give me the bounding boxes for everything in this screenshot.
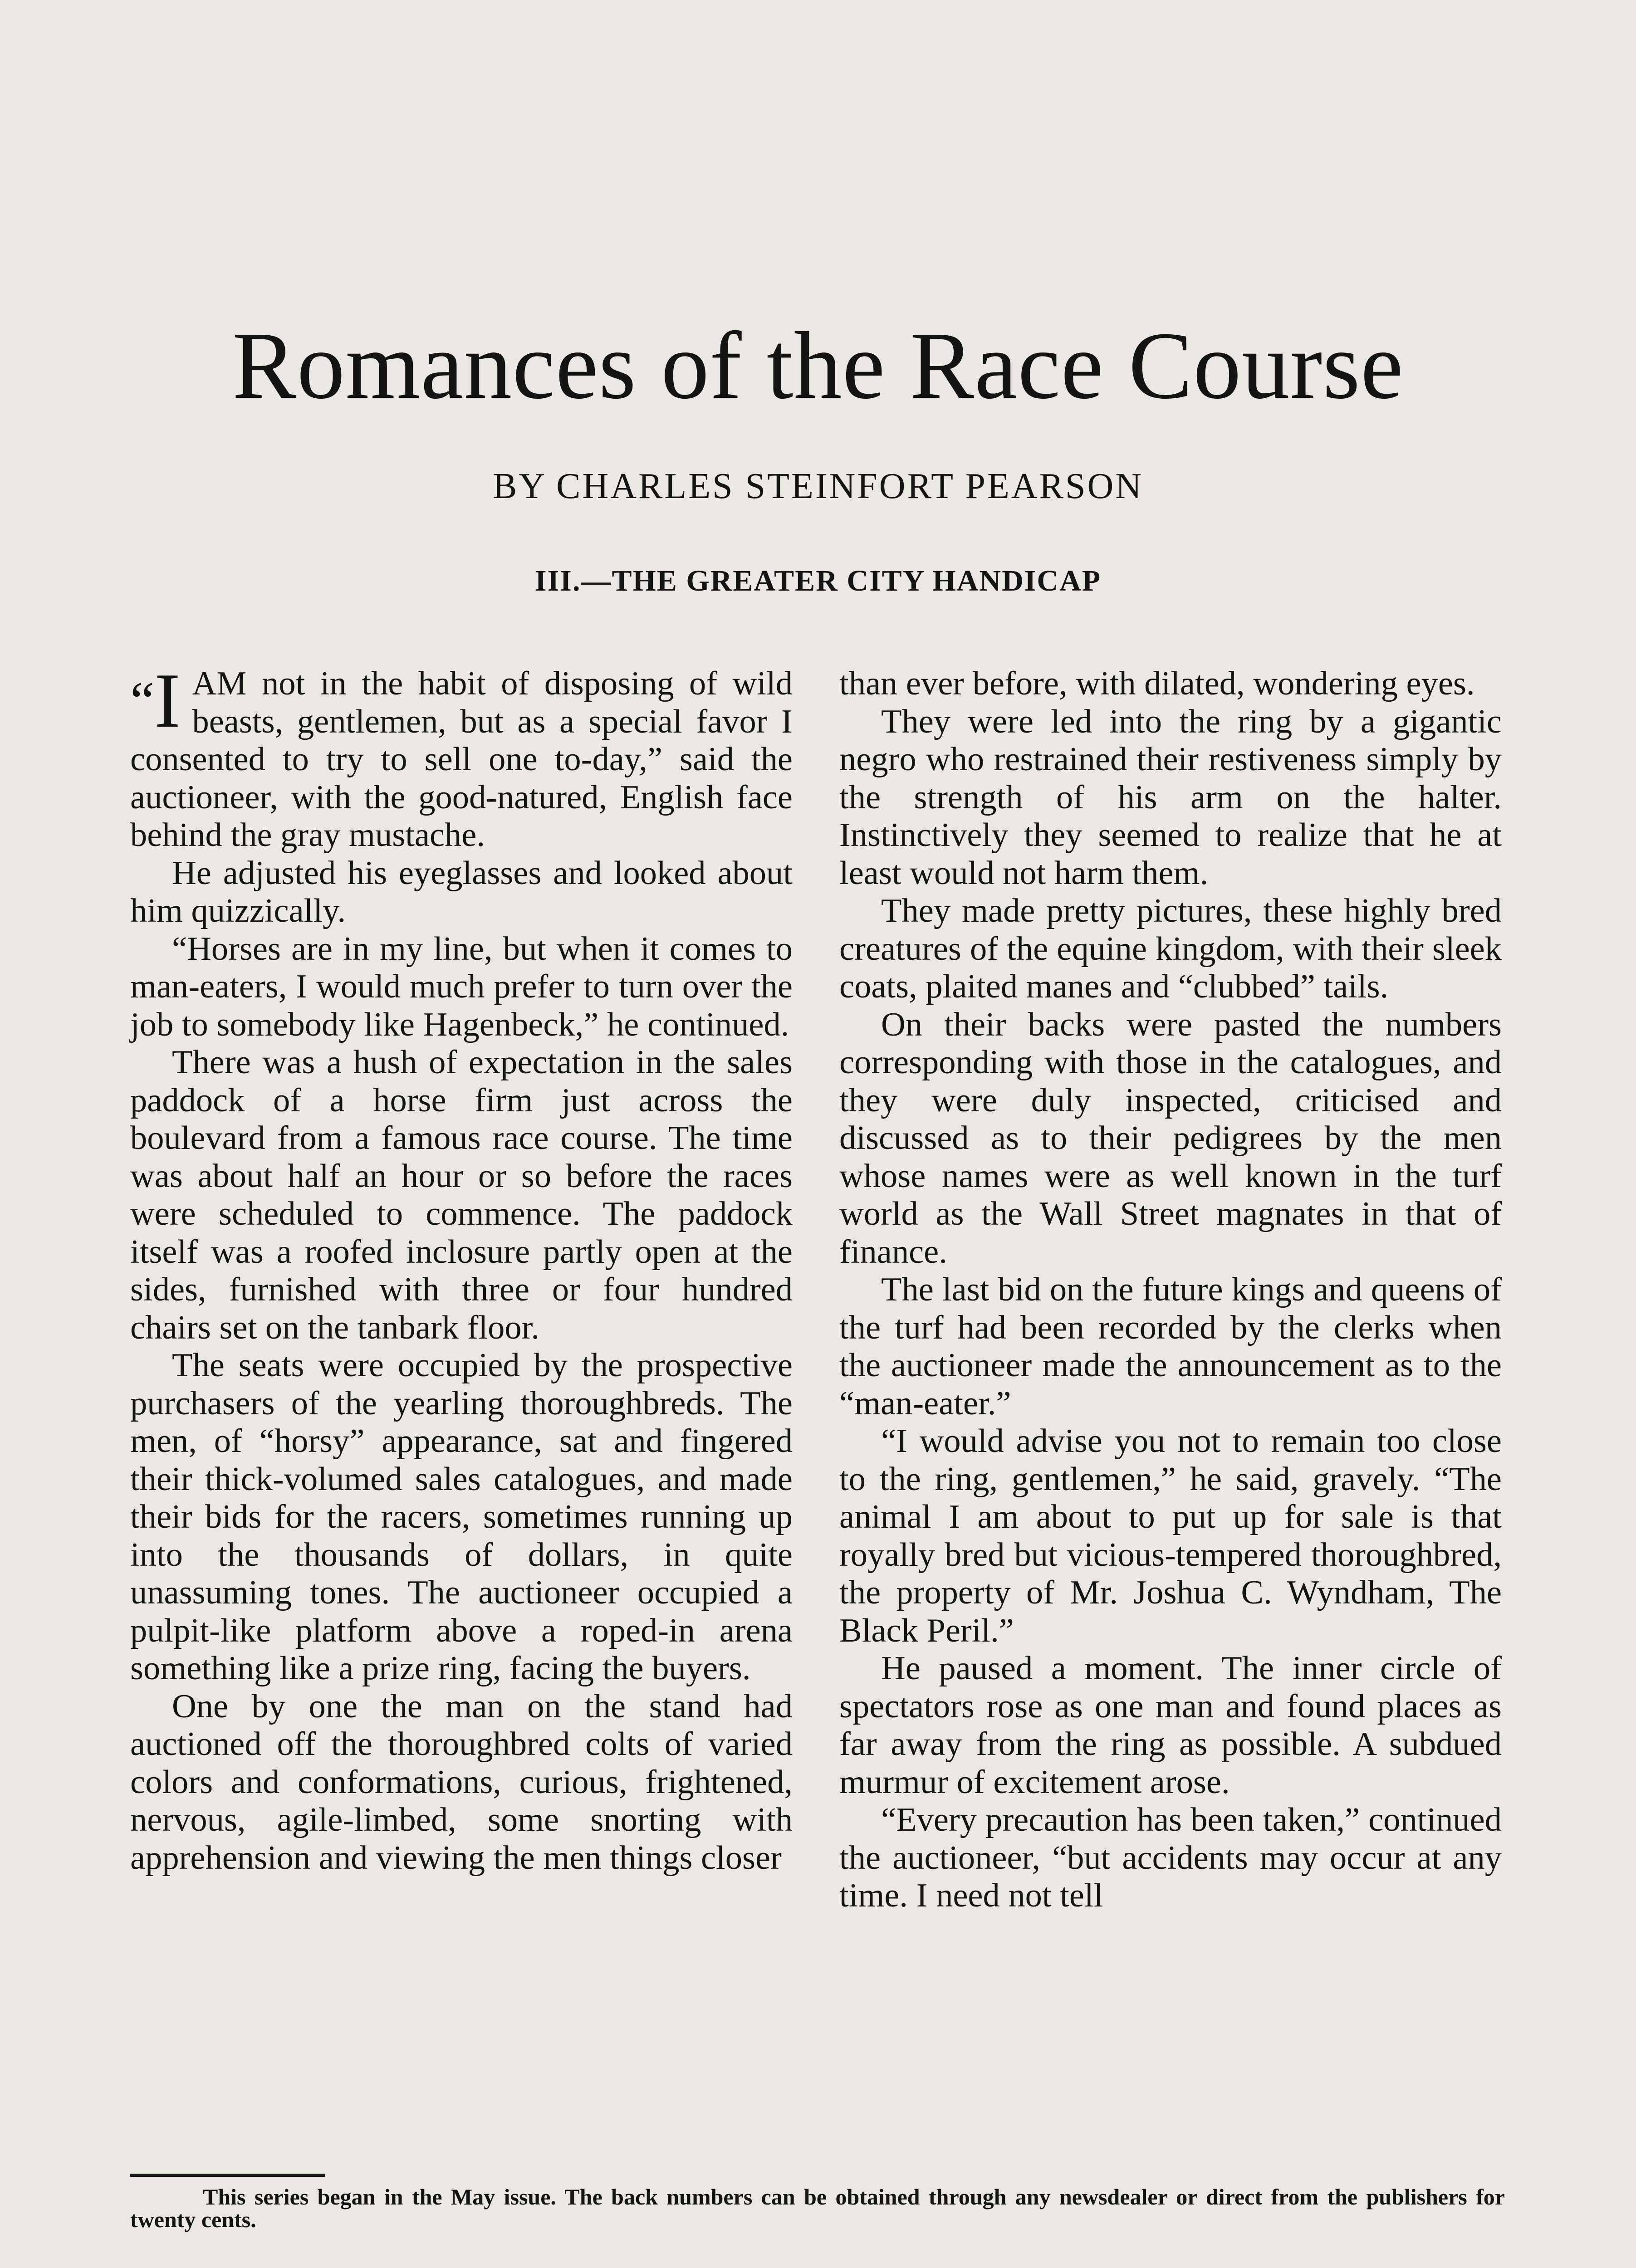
article-title: Romances of the Race Course bbox=[232, 312, 1404, 419]
paragraph: On their backs were pasted the numbers corresponding with those in the catalogues, and they were duly inspected, criticised and discussed as to their pedigrees by the men whose names were as well known in the turf world as the Wall Street magnates in that of finance. bbox=[839, 1006, 1502, 1271]
drop-cap-letter: I bbox=[154, 658, 181, 744]
paragraph: He adjusted his eyeglasses and looked about him quizzically. bbox=[130, 854, 793, 929]
chapter-subheading: III.—THE GREATER CITY HANDICAP bbox=[534, 564, 1102, 597]
paragraph: One by one the man on the stand had auctioned off the thoroughbred colts of varied colors and conformations, curious, frightened, nervous, agile-limbed, some snorting with apprehension and viewing the men things closer bbox=[130, 1687, 793, 1877]
footnote: This series began in the May issue. The back numbers can be obtained through any newsdealer or direct from the publishers for twenty cents. bbox=[130, 2184, 1505, 2232]
paragraph: The last bid on the future kings and queens of the turf had been recorded by the clerks when the auctioneer made the announcement as to the “man-eater.” bbox=[839, 1271, 1502, 1422]
continued-paragraph: than ever before, with dilated, wondering eyes. bbox=[839, 665, 1475, 702]
left-column bbox=[130, 658, 793, 1877]
article-byline: BY CHARLES STEINFORT PEARSON bbox=[492, 466, 1144, 506]
paragraph: There was a hush of expectation in the sales paddock of a horse firm just across the boulevard from a famous race course. The time was about half an hour or so before the races were scheduled to commence. The paddock itself was a roofed inclosure partly open at the sides, furnished with three or four hundred chairs set on the tanbark floor. bbox=[130, 1044, 793, 1346]
opening-paragraph-text: AM not in the habit of disposing of wild beasts, gentlemen, but as a special favor I consented to try to sell one to-day,” said the auctioneer, with the good-natured, English face behind the gray mustache. bbox=[130, 665, 793, 854]
opening-paragraph bbox=[130, 658, 793, 855]
paragraph: “I would advise you not to remain too close to the ring, gentlemen,” he said, gravely. “The animal I am about to put up for sale is that royally bred but vicious-tempered thoroughbred, the property of Mr. Joshua C. Wyndham, The Black Peril.” bbox=[839, 1422, 1502, 1649]
footnote-divider bbox=[130, 2174, 325, 2177]
paragraph: “Horses are in my line, but when it comes to man-eaters, I would much prefer to turn over the job to somebody like Hagenbeck,” he continued. bbox=[130, 930, 793, 1043]
paragraph: “Every precaution has been taken,” continued the auctioneer, “but accidents may occur at any time. I need not tell bbox=[839, 1801, 1502, 1914]
drop-cap-quote: “ bbox=[130, 670, 155, 731]
drop-cap bbox=[130, 658, 181, 744]
right-column bbox=[839, 665, 1502, 1915]
paragraph: They made pretty pictures, these highly bred creatures of the equine kingdom, with their sleek coats, plaited manes and “clubbed” tails. bbox=[839, 892, 1502, 1005]
paragraph: They were led into the ring by a gigantic negro who restrained their restiveness simply by the strength of his arm on the halter. Instinctively they seemed to realize that he at least would not harm them. bbox=[839, 703, 1502, 892]
paragraph: He paused a moment. The inner circle of spectators rose as one man and found places as far away from the ring as possible. A subdued murmur of excitement arose. bbox=[839, 1650, 1502, 1801]
paragraph: The seats were occupied by the prospective purchasers of the yearling thoroughbreds. The men, of “horsy” appearance, sat and fingered their thick-volumed sales catalogues, and made their bids for the racers, sometimes running up into the thousands of dollars, in quite unassuming tones. The auctioneer occupied a pulpit-like platform above a roped-in arena something like a prize ring, facing the buyers. bbox=[130, 1347, 793, 1687]
